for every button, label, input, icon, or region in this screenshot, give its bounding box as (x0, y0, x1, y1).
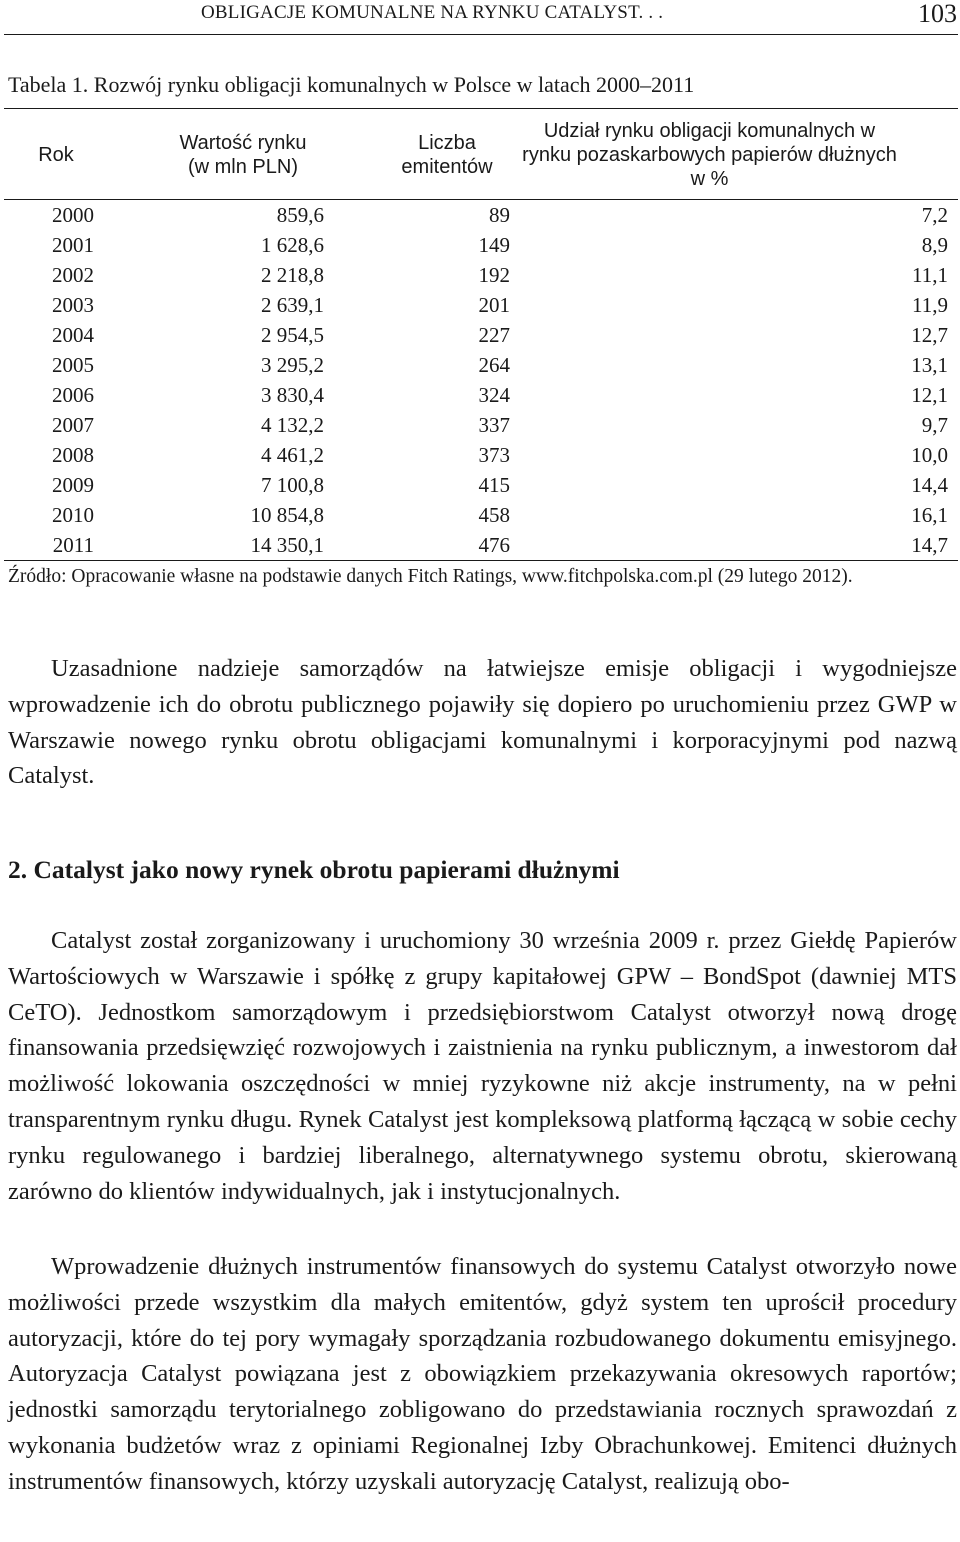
cell-year: 2003 (52, 293, 94, 317)
cell-issuers: 149 (478, 233, 510, 257)
cell-year: 2005 (52, 353, 94, 377)
cell-issuers: 476 (324, 530, 510, 561)
cell-issuers: 201 (478, 293, 510, 317)
table-row (4, 410, 958, 440)
cell-share: 11,9 (912, 293, 948, 317)
header-share-text: Udział rynku obligacji komunalnych w rynku pozaskarbowych papierów dłużnych w % (522, 120, 897, 190)
section-title: Catalyst jako nowy rynek obrotu papierami dłużnymi (33, 855, 620, 884)
cell-issuers: 415 (478, 473, 510, 497)
cell-share: 14,7 (510, 530, 958, 561)
cell-market-value: 3 295,2 (261, 353, 324, 377)
header-share (510, 109, 958, 200)
table-row (4, 320, 958, 350)
cell-market-value: 859,6 (276, 203, 324, 227)
header-issuers-text: Liczba emitentów (401, 132, 493, 178)
paragraph-catalyst: Catalyst został zorganizowany i uruchomiony 30 września 2009 r. przez Giełdę Papierów Wartościowych w Warszawie i spółkę z grupy kapitałowej GPW – BondSpot (dawniej MTS CeTO). Jednostkom samorządowym i przedsiębiorstwom Catalyst otworzył nową drogę finansowania przedsięwzięć rozwojowych i zaistnienia na rynku publicznym, a inwestorom dał możliwość lokowania oszczędności w mniej ryzykowne niż akcje instrumenty, na w pełni transparentnym rynku długu. Rynek Catalyst jest kompleksową platformą łączącą w sobie cechy rynku regulowanego i bardziej liberalnego, alternatywnego systemu obrotu, skierowaną zarówno do klientów indywidualnych, jak i instytucjonalnych. (8, 927, 957, 1205)
cell-issuers: 89 (489, 203, 510, 227)
table-row (4, 380, 958, 410)
cell-market-value: 2 218,8 (261, 263, 324, 287)
table-row (4, 200, 958, 231)
cell-issuers: 324 (478, 383, 510, 407)
cell-share: 10,0 (911, 443, 948, 467)
cell-year: 2007 (52, 413, 94, 437)
cell-share: 14,4 (911, 473, 948, 497)
cell-market-value: 10 854,8 (250, 503, 324, 527)
cell-share: 16,1 (911, 503, 948, 527)
table-row (4, 260, 958, 290)
cell-share: 9,7 (921, 413, 948, 437)
market-table (4, 108, 958, 561)
cell-market-value: 2 954,5 (261, 323, 324, 347)
paragraph-authorization: Wprowadzenie dłużnych instrumentów finansowych do systemu Catalyst otworzyło nowe możliwości przede wszystkim dla małych emitentów, gdyż system ten uprościł procedury autoryzacji, które do tej pory wymagały sporządzania rozbudowanego dokumentu emisyjnego. Autoryzacja Catalyst powiązana jest z obowiązkiem przekazywania okresowych raportów; jednostki samorządu terytorialnego zobligowano do przedstawiania rocznych sprawozdań z wykonania budżetów wraz z opiniami Regionalnej Izby Obrachunkowej. Emitenci dłużnych instrumentów finansowych, którzy uzyskali autoryzację Catalyst, realizują obo- (8, 1253, 957, 1495)
running-head (0, 0, 960, 30)
header-year: Rok (4, 109, 94, 200)
cell-market-value: 14 350,1 (94, 530, 324, 561)
cell-year: 2001 (52, 233, 94, 257)
table-row (4, 500, 958, 530)
cell-share: 11,1 (912, 263, 948, 287)
header-market-value-text: Wartość rynku (w mln PLN) (179, 132, 307, 178)
cell-issuers: 458 (478, 503, 510, 527)
table-header-row (4, 109, 958, 200)
cell-share: 7,2 (921, 203, 948, 227)
header-issuers (324, 109, 510, 200)
cell-share: 12,1 (911, 383, 948, 407)
table-row (4, 440, 958, 470)
page-number: 103 (918, 0, 957, 28)
header-market-value (94, 109, 324, 200)
cell-share: 12,7 (911, 323, 948, 347)
cell-year: 2011 (4, 530, 94, 561)
cell-year: 2002 (52, 263, 94, 287)
table-caption: Tabela 1. Rozwój rynku obligacji komunalnych w Polsce w latach 2000–2011 (8, 72, 695, 97)
cell-year: 2000 (52, 203, 94, 227)
cell-market-value: 4 132,2 (261, 413, 324, 437)
cell-market-value: 2 639,1 (261, 293, 324, 317)
cell-issuers: 373 (478, 443, 510, 467)
paragraph-intro: Uzasadnione nadzieje samorządów na łatwiejsze emisje obligacji i wygodniejsze wprowadzenie ich do obrotu publicznego pojawiły się dopiero po uruchomieniu przez GWP w Warszawie nowego rynku obrotu obligacjami komunalnymi i korporacyjnymi pod nazwą Catalyst. (8, 655, 957, 790)
cell-share: 13,1 (911, 353, 948, 377)
cell-issuers: 192 (478, 263, 510, 287)
cell-issuers: 264 (478, 353, 510, 377)
section-number: 2. (8, 855, 28, 884)
cell-issuers: 337 (478, 413, 510, 437)
cell-year: 2010 (52, 503, 94, 527)
table-source-note: Źródło: Opracowanie własne na podstawie danych Fitch Ratings, www.fitchpolska.com.pl (29 lutego 2012). (8, 566, 853, 587)
cell-market-value: 7 100,8 (261, 473, 324, 497)
table-row (4, 290, 958, 320)
running-head-title: OBLIGACJE KOMUNALNE NA RYNKU CATALYST. . . (201, 2, 664, 23)
header-rule (4, 34, 958, 35)
cell-market-value: 1 628,6 (261, 233, 324, 257)
cell-year: 2006 (52, 383, 94, 407)
cell-year: 2008 (52, 443, 94, 467)
table-container (0, 108, 960, 561)
section-heading (8, 855, 620, 885)
cell-year: 2004 (52, 323, 94, 347)
cell-market-value: 3 830,4 (261, 383, 324, 407)
cell-market-value: 4 461,2 (261, 443, 324, 467)
cell-year: 2009 (52, 473, 94, 497)
cell-share: 8,9 (921, 233, 948, 257)
table-row (4, 230, 958, 260)
cell-issuers: 227 (478, 323, 510, 347)
table-row (4, 470, 958, 500)
table-row (4, 530, 958, 561)
table-row (4, 350, 958, 380)
